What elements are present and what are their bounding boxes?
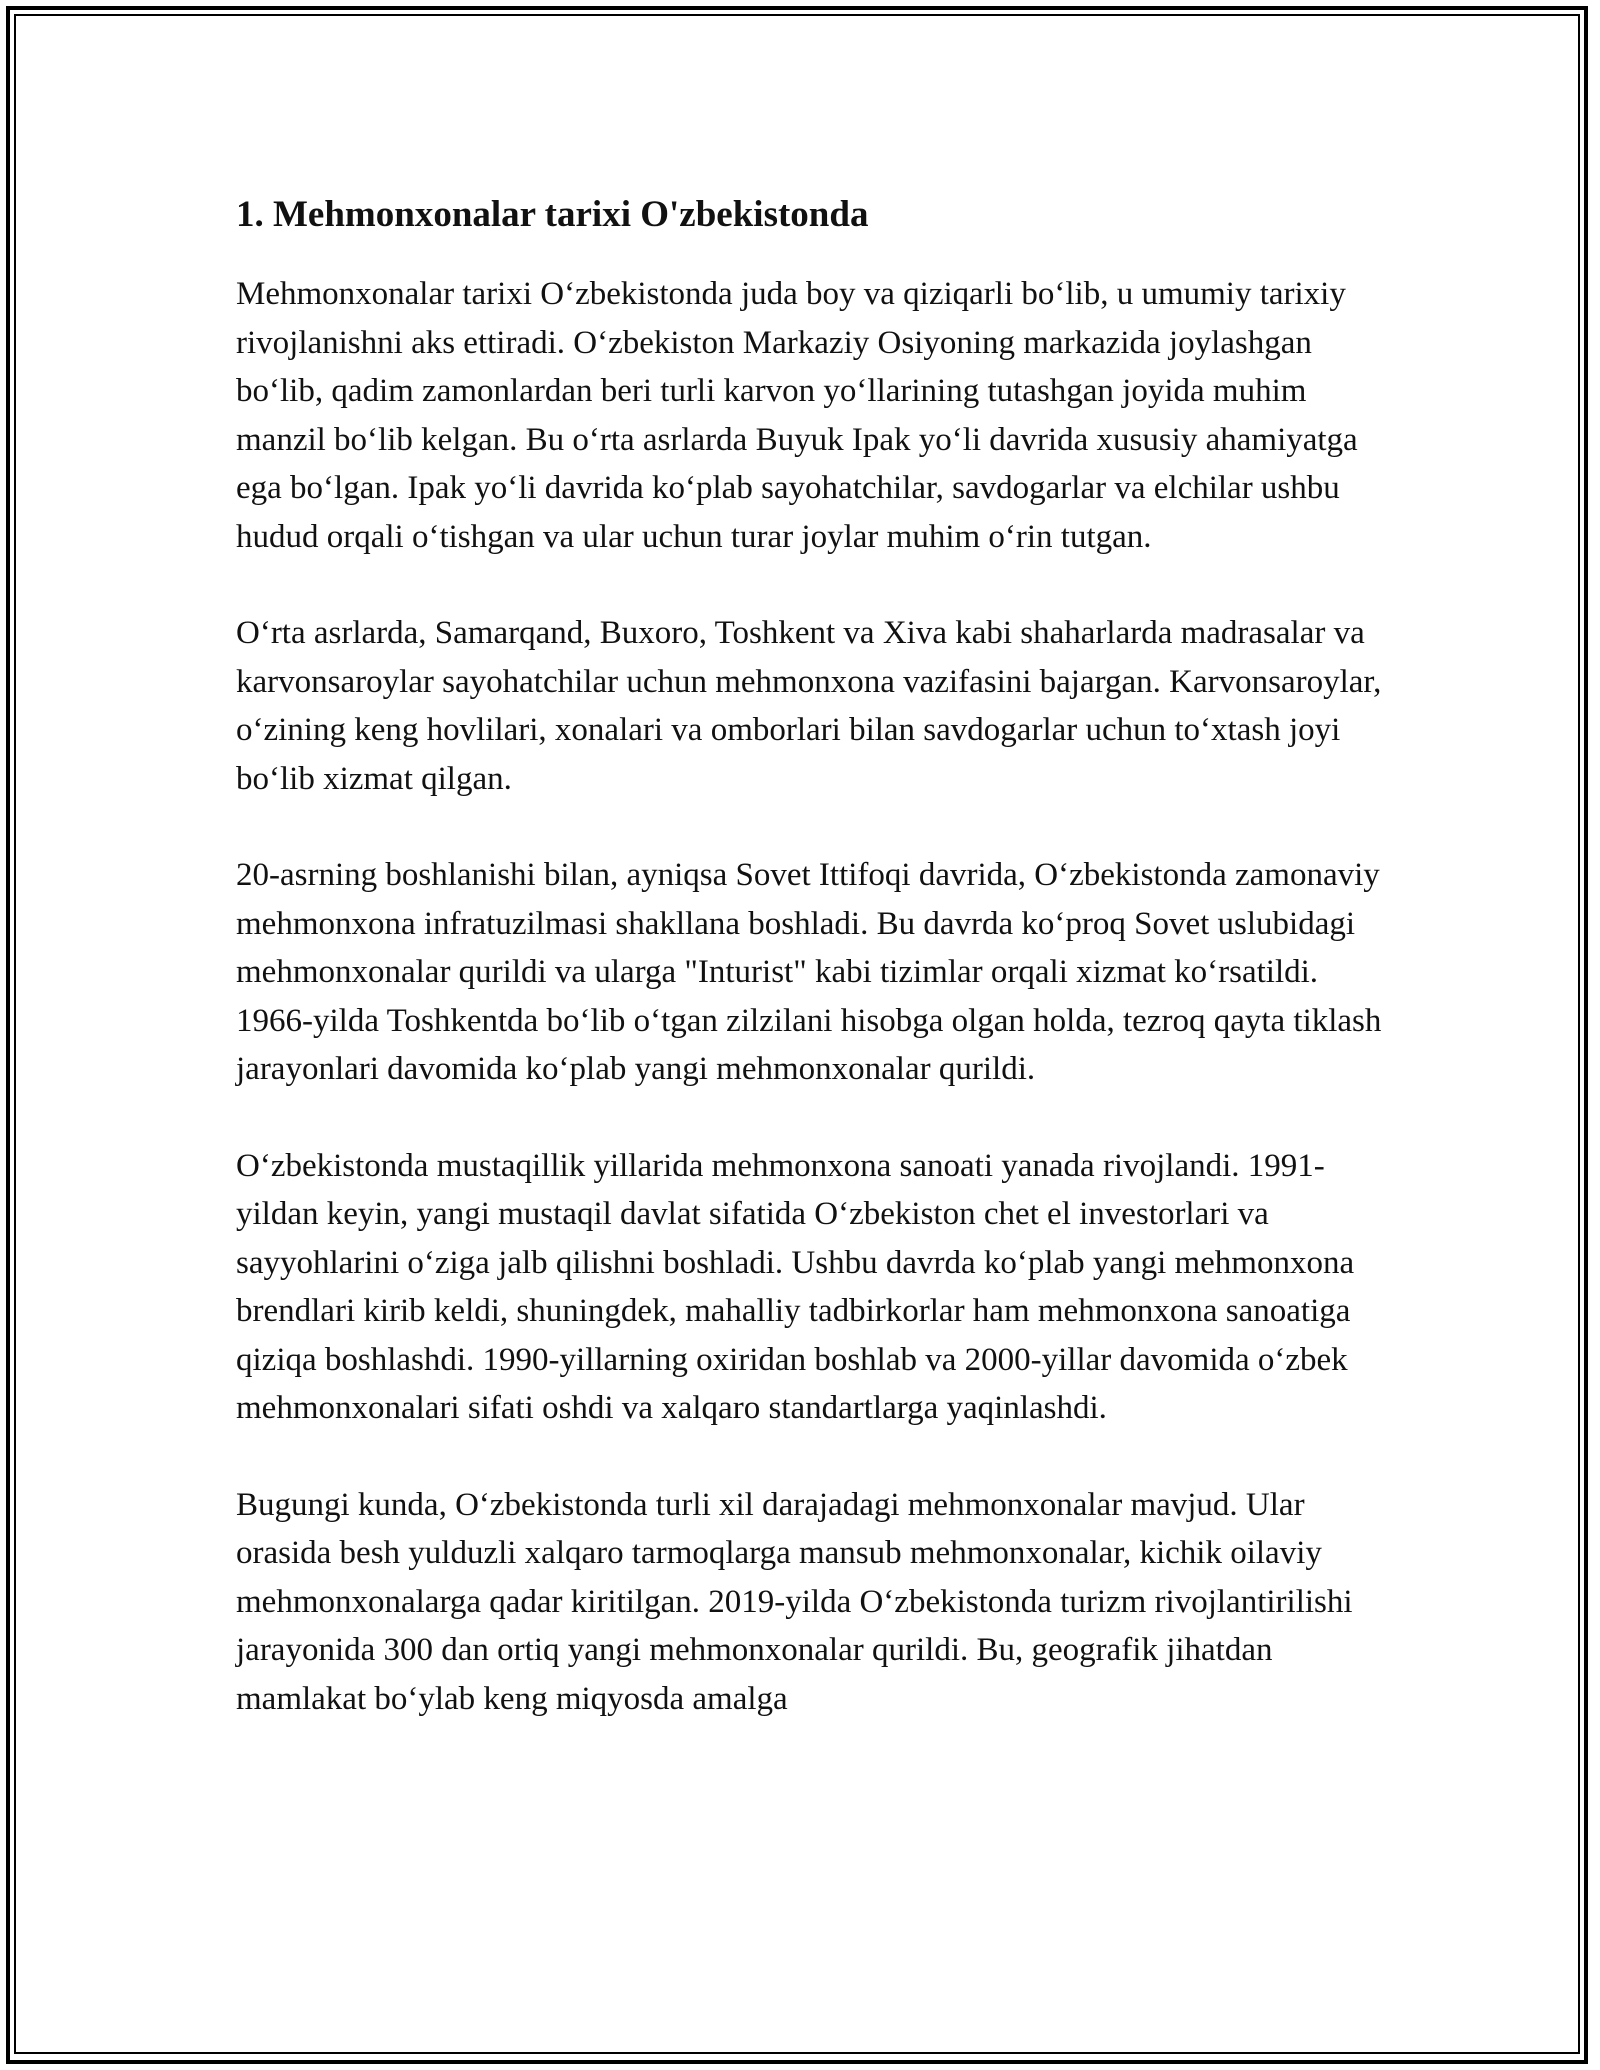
paragraph-3: 20-asrning boshlanishi bilan, ayniqsa Sovet Ittifoqi davrida, O‘zbekistonda zamonaviy mehmonxona infratuzilmasi shakllana boshladi. Bu davrda ko‘proq Sovet uslubidagi mehmonxonalar qurildi va ularga "Inturist" kabi tizimlar orqali xizmat ko‘rsatildi. 1966-yilda Toshkentda bo‘lib o‘tgan zilzilani hisobga olgan holda, tezroq qayta tiklash jarayonlari davomida ko‘plab yangi mehmonxonalar qurildi. xyxy=(236,857,1382,1087)
section-heading: 1. Mehmonxonalar tarixi O'zbekistonda xyxy=(236,194,869,235)
paragraph-4: O‘zbekistonda mustaqillik yillarida mehmonxona sanoati yanada rivojlandi. 1991-yildan keyin, yangi mustaqil davlat sifatida O‘zbekiston chet el investorlari va sayyohlarini o‘ziga jalb qilishni boshladi. Ushbu davrda ko‘plab yangi mehmonxona brendlari kirib keldi, shuningdek, mahalliy tadbirkorlar ham mehmonxona sanoatiga qiziqa boshlashdi. 1990-yillarning oxiridan boshlab va 2000-yillar davomida o‘zbek mehmonxonalari sifati oshdi va xalqaro standartlarga yaqinlashdi. xyxy=(236,1147,1355,1426)
paragraph-5: Bugungi kunda, O‘zbekistonda turli xil darajadagi mehmonxonalar mavjud. Ular orasida besh yulduzli xalqaro tarmoqlarga mansub mehmonxonalar, kichik oilaviy mehmonxonalarga qadar kiritilgan. 2019-yilda O‘zbekistonda turizm rivojlantirilishi jarayonida 300 dan ortiq yangi mehmonxonalar qurildi. Bu, geografik jihatdan mamlakat bo‘ylab keng miqyosda amalga xyxy=(236,1486,1353,1717)
document-body xyxy=(236,186,1386,1771)
paragraph-1: Mehmonxonalar tarixi O‘zbekistonda juda boy va qiziqarli bo‘lib, u umumiy tarixiy rivojlanishni aks ettiradi. O‘zbekiston Markaziy Osiyoning markazida joylashgan bo‘lib, qadim zamonlardan beri turli karvon yo‘llarining tutashgan joyida muhim manzil bo‘lib kelgan. Bu o‘rta asrlarda Buyuk Ipak yo‘li davrida xususiy ahamiyatga ega bo‘lgan. Ipak yo‘li davrida ko‘plab sayohatchilar, savdogarlar va elchilar ushbu hudud orqali o‘tishgan va ular uchun turar joylar muhim o‘rin tutgan. xyxy=(236,276,1358,555)
paragraph-2: O‘rta asrlarda, Samarqand, Buxoro, Toshkent va Xiva kabi shaharlarda madrasalar va karvonsaroylar sayohatchilar uchun mehmonxona vazifasini bajargan. Karvonsaroylar, o‘zining keng hovlilari, xonalari va omborlari bilan savdogarlar uchun to‘xtash joyi bo‘lib xizmat qilgan. xyxy=(236,615,1382,797)
